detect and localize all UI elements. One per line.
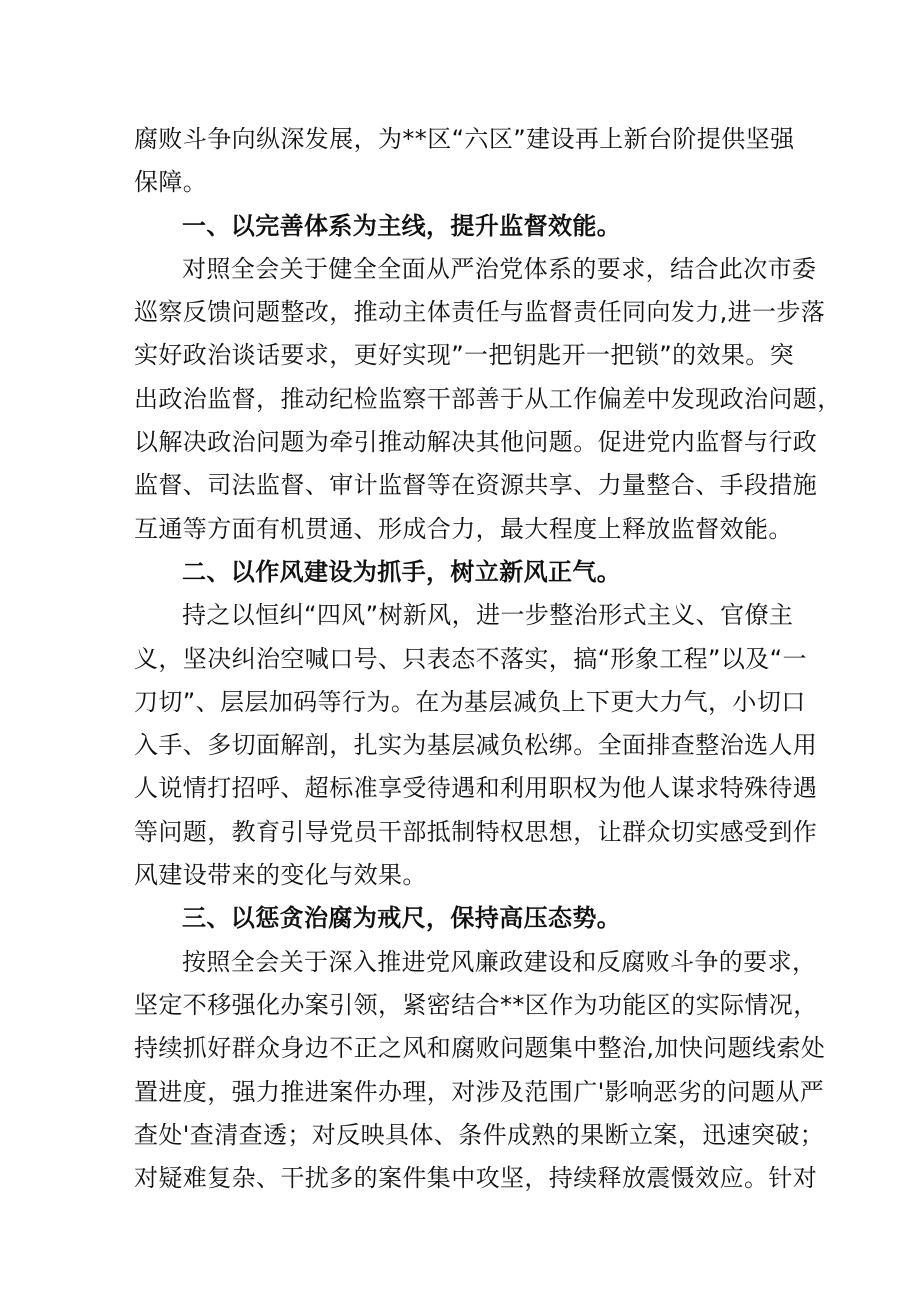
text-line: 巡察反馈问题整改，推动主体责任与监督责任同向发力,进一步落 (134, 298, 826, 327)
text-line: 风建设带来的变化与效果。 (134, 861, 427, 890)
text-line: 持之以恒纠“四风”树新风，进一步整治形式主义、官僚主 (182, 601, 794, 630)
document-body (134, 118, 842, 1200)
text-line: 等问题，教育引导党员干部抵制特权思想，让群众切实感受到作 (134, 817, 818, 846)
text-line: 监督、司法监督、审计监督等在资源共享、力量整合、手段措施 (134, 471, 818, 500)
text-line: 出政治监督，推动纪检监察干部善于从工作偏差中发现政治问题， (134, 384, 842, 413)
text-line: 保障。 (134, 168, 208, 197)
text-line: 坚定不移强化办案引领，紧密结合**区作为功能区的实际情况， (134, 990, 818, 1019)
section-heading: 一、以完善体系为主线，提升监督效能。 (182, 211, 622, 240)
text-line: 入手、多切面解剖，扎实为基层减负松绑。全面排查整治选人用 (134, 731, 818, 760)
text-line: 对疑难复杂、干扰多的案件集中攻坚，持续释放震慑效应。针对 (134, 1164, 818, 1193)
text-line: 互通等方面有机贯通、形成合力，最大程度上释放监督效能。 (134, 514, 793, 543)
text-line: 置进度，强力推进案件办理，对涉及范围广'影响恶劣的问题从严 (134, 1077, 825, 1106)
text-line: 对照全会关于健全全面从严治党体系的要求，结合此次市委 (182, 254, 817, 283)
text-line: 查处'查清查透；对反映具体、条件成熟的果断立案，迅速突破； (134, 1120, 825, 1149)
text-line: 持续抓好群众身边不正之风和腐败问题集中整治,加快问题线索处 (134, 1034, 826, 1063)
text-line: 按照全会关于深入推进党风廉政建设和反腐败斗争的要求， (182, 947, 817, 976)
section-heading: 二、以作风建设为抓手，树立新风正气。 (182, 557, 622, 586)
section-heading: 三、以惩贪治腐为戒尺，保持高压态势。 (182, 904, 622, 933)
text-line: 人说情打招呼、超标准享受待遇和利用职权为他人谋求特殊待遇 (134, 774, 818, 803)
text-line: 腐败斗争向纵深发展，为**区“六区”建设再上新台阶提供坚强 (134, 125, 795, 153)
text-line: 以解决政治问题为牵引推动解决其他问题。促进党内监督与行政 (134, 428, 818, 457)
text-line: 刀切”、层层加码等行为。在为基层减负上下更大力气，小切口 (134, 687, 806, 716)
text-line: 实好政治谈话要求，更好实现”一把钥匙开一把锁”的效果。突 (134, 341, 795, 370)
text-line: 义，坚决纠治空喊口号、只表态不落实，搞“形象工程”以及“一 (134, 644, 807, 673)
